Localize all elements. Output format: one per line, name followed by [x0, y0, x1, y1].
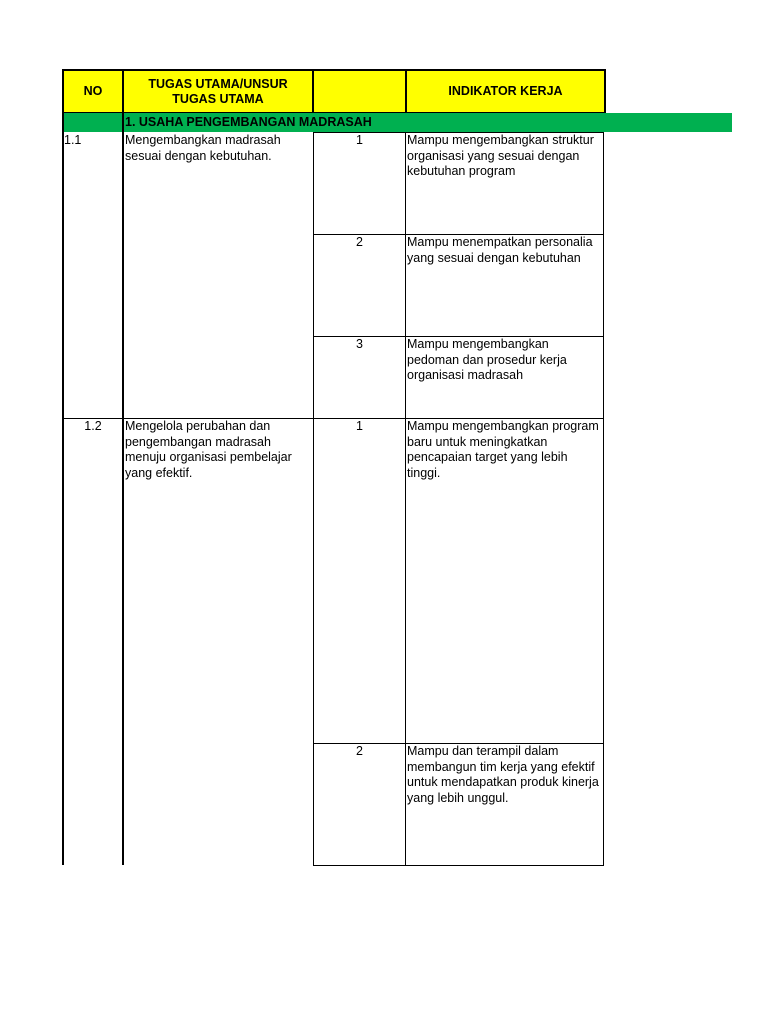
indicator-number: 3: [356, 337, 363, 351]
indicator-text: Mampu dan terampil dalam membangun tim kerja yang efektif untuk mendapatkan produk kinerja yang lebih unggul.: [407, 744, 599, 805]
indicator-number: 2: [356, 235, 363, 249]
column-divider: [405, 132, 406, 866]
header-tugas: [124, 71, 312, 112]
section-title: 1. USAHA PENGEMBANGAN MADRASAH: [125, 115, 372, 129]
row-tugas: Mengelola perubahan dan pengembangan madrasah menuju organisasi pembelajar yang efektif.: [125, 419, 292, 480]
header-divider: [122, 69, 124, 114]
indicator-text: Mampu menempatkan personalia yang sesuai dengan kebutuhan: [407, 235, 593, 265]
table-left-border: [62, 113, 64, 865]
header-indikator: [407, 71, 604, 112]
row-tugas: Mengembangkan madrasah sesuai dengan kebutuhan.: [125, 133, 281, 163]
indicator-number: 1: [356, 133, 363, 147]
row-no: 1.1: [64, 133, 82, 147]
row-divider: [313, 865, 604, 866]
indicator-text: Mampu mengembangkan struktur organisasi yang sesuai dengan kebutuhan program: [407, 133, 594, 178]
header-no-label: NO: [83, 84, 103, 98]
header-no: [64, 71, 122, 112]
header-tugas-label: TUGAS UTAMA/UNSUR TUGAS UTAMA: [148, 76, 288, 106]
header-divider: [312, 69, 314, 114]
indicator-text: Mampu mengembangkan program baru untuk meningkatkan pencapaian target yang lebih tinggi.: [407, 419, 599, 480]
header-blank: [314, 71, 405, 112]
header-indikator-label: INDIKATOR KERJA: [448, 84, 563, 98]
column-divider: [122, 113, 124, 865]
indicator-number: 2: [356, 744, 363, 758]
header-divider: [405, 69, 407, 114]
indicator-number: 1: [356, 419, 363, 433]
row-no: 1.2: [84, 419, 102, 433]
table-right-border: [603, 132, 604, 866]
indicator-text: Mampu mengembangkan pedoman dan prosedur kerja organisasi madrasah: [407, 337, 567, 382]
